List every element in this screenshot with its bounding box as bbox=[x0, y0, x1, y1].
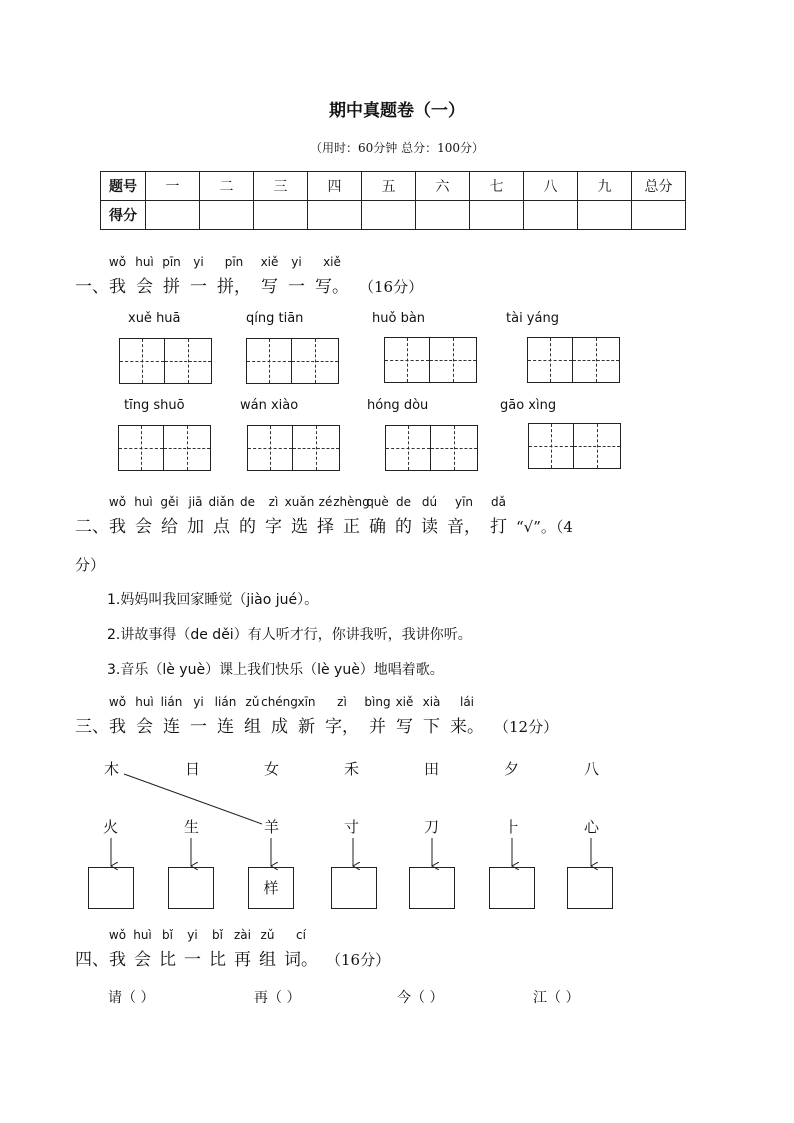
ruby-hanzi: 并 bbox=[369, 717, 386, 737]
pinyin-annotation: xiě bbox=[260, 255, 279, 269]
ruby-hanzi: 字， bbox=[325, 717, 359, 737]
ruby-hanzi: 的 bbox=[395, 517, 412, 537]
top-char-6[interactable]: 夕 bbox=[504, 760, 520, 778]
answer-box-7[interactable] bbox=[567, 867, 613, 909]
bottom-char-2[interactable]: 生 bbox=[184, 818, 200, 836]
pinyin-word-7: hóng dòu bbox=[367, 398, 429, 413]
ruby-char bbox=[108, 928, 127, 970]
pinyin-annotation: huì bbox=[133, 928, 152, 942]
score-col-8: 八 bbox=[524, 172, 578, 201]
pinyin-annotation: bǐ bbox=[162, 928, 173, 942]
pinyin-word-1: xuě huā bbox=[128, 311, 181, 326]
ruby-hanzi: 一 bbox=[190, 277, 207, 297]
score-col-1: 一 bbox=[146, 172, 200, 201]
ruby-hanzi: 字 bbox=[265, 517, 282, 537]
ruby-hanzi: 拼， bbox=[217, 277, 251, 297]
word-blank-4[interactable]: 江（ ） bbox=[533, 990, 580, 1006]
pinyin-annotation: pīn bbox=[162, 255, 181, 269]
section2-score: “√”。（4 bbox=[516, 518, 573, 536]
answer-box-1[interactable] bbox=[88, 867, 134, 909]
ruby-char bbox=[159, 928, 176, 970]
ruby-hanzi: 新 bbox=[298, 717, 315, 737]
top-char-4[interactable]: 禾 bbox=[344, 760, 360, 778]
section4-ruby bbox=[108, 928, 326, 970]
pinyin-word-6: wán xiào bbox=[240, 398, 299, 413]
pinyin-annotation: yi bbox=[187, 928, 198, 942]
section1-number: 一、 bbox=[75, 277, 109, 297]
pinyin-annotation: jiā bbox=[188, 495, 203, 509]
pinyin-annotation: de bbox=[396, 495, 411, 509]
ruby-hanzi: 音， bbox=[447, 517, 481, 537]
ruby-hanzi: 来。 bbox=[450, 717, 484, 737]
pinyin-word-4: tài yáng bbox=[506, 311, 559, 326]
ruby-hanzi: 择 bbox=[317, 517, 334, 537]
top-char-7[interactable]: 八 bbox=[584, 760, 600, 778]
ruby-hanzi: 拼 bbox=[163, 277, 180, 297]
pinyin-annotation: huì bbox=[135, 255, 154, 269]
ruby-hanzi: 我 bbox=[109, 517, 126, 537]
answer-box-3[interactable]: 样 bbox=[248, 867, 294, 909]
ruby-hanzi: 一 bbox=[184, 950, 201, 970]
ruby-hanzi: 会 bbox=[136, 717, 153, 737]
question-item-2: 2.讲故事得（de děi）有人听才行，你讲我听，我讲你听。 bbox=[107, 627, 472, 643]
pinyin-annotation: yīn bbox=[454, 495, 474, 509]
pinyin-annotation: huì bbox=[135, 695, 154, 709]
pinyin-annotation: zhèng bbox=[333, 495, 370, 509]
ruby-char bbox=[234, 928, 251, 970]
ruby-hanzi: 词。 bbox=[284, 950, 318, 970]
page-subtitle: （用时：60分钟 总分：100分） bbox=[310, 141, 484, 155]
ruby-char bbox=[284, 928, 318, 970]
pinyin-annotation: dú bbox=[421, 495, 438, 509]
ruby-hanzi: 组 bbox=[244, 717, 261, 737]
pinyin-annotation: de bbox=[240, 495, 255, 509]
pinyin-annotation: chéng bbox=[261, 695, 298, 709]
section4-number: 四、 bbox=[75, 950, 109, 970]
pinyin-annotation: lián bbox=[160, 695, 183, 709]
bottom-char-4[interactable]: 寸 bbox=[344, 818, 360, 836]
score-col-2: 二 bbox=[200, 172, 254, 201]
ruby-hanzi: 比 bbox=[209, 950, 226, 970]
ruby-hanzi: 再 bbox=[234, 950, 251, 970]
ruby-char bbox=[259, 928, 276, 970]
ruby-hanzi: 成 bbox=[271, 717, 288, 737]
score-col-4: 四 bbox=[308, 172, 362, 201]
pinyin-word-2: qíng tiān bbox=[246, 311, 304, 326]
bottom-char-5[interactable]: 刀 bbox=[424, 818, 440, 836]
pinyin-annotation: dǎ bbox=[491, 495, 506, 509]
top-char-2[interactable]: 日 bbox=[185, 760, 201, 778]
score-table-row-label: 得分 bbox=[101, 201, 146, 230]
pinyin-word-5: tīng shuō bbox=[124, 398, 185, 413]
answer-box-4[interactable] bbox=[331, 867, 377, 909]
ruby-hanzi: 一 bbox=[190, 717, 207, 737]
pinyin-annotation: zì bbox=[268, 495, 279, 509]
pinyin-annotation: lián bbox=[214, 695, 237, 709]
answer-box-6[interactable] bbox=[489, 867, 535, 909]
ruby-hanzi: 的 bbox=[239, 517, 256, 537]
ruby-hanzi: 给 bbox=[161, 517, 178, 537]
ruby-hanzi: 打 bbox=[490, 517, 507, 537]
question-item-3: 3.音乐（lè yuè）课上我们快乐（lè yuè）地唱着歌。 bbox=[107, 662, 444, 678]
top-char-3[interactable]: 女 bbox=[264, 760, 280, 778]
ruby-hanzi: 会 bbox=[136, 277, 153, 297]
ruby-char bbox=[184, 928, 201, 970]
ruby-hanzi: 连 bbox=[217, 717, 234, 737]
ruby-hanzi: 我 bbox=[109, 277, 126, 297]
ruby-hanzi: 加 bbox=[187, 517, 204, 537]
bottom-char-3[interactable]: 羊 bbox=[264, 818, 280, 836]
pinyin-annotation: xuǎn bbox=[284, 495, 315, 509]
ruby-hanzi: 连 bbox=[163, 717, 180, 737]
score-col-7: 七 bbox=[470, 172, 524, 201]
section3-number: 三、 bbox=[75, 717, 109, 737]
bottom-char-1[interactable]: 火 bbox=[103, 818, 119, 836]
pinyin-annotation: què bbox=[366, 495, 389, 509]
question-item-1: 1.妈妈叫我回家睡觉（jiào jué）。 bbox=[107, 592, 319, 608]
bottom-char-7[interactable]: 心 bbox=[584, 818, 600, 836]
section4-heading bbox=[75, 928, 391, 970]
ruby-hanzi: 比 bbox=[159, 950, 176, 970]
word-blank-3[interactable]: 今（ ） bbox=[397, 990, 444, 1006]
ruby-hanzi: 会 bbox=[134, 950, 151, 970]
word-blank-2[interactable]: 再（ ） bbox=[254, 990, 301, 1006]
pinyin-annotation: gěi bbox=[160, 495, 179, 509]
page-title: 期中真题卷（一） bbox=[329, 101, 465, 121]
answer-box-5[interactable] bbox=[409, 867, 455, 909]
top-char-5[interactable]: 田 bbox=[424, 760, 440, 778]
pinyin-annotation: wǒ bbox=[108, 695, 127, 709]
pinyin-annotation: xiě bbox=[323, 255, 341, 269]
score-col-6: 六 bbox=[416, 172, 470, 201]
ruby-hanzi: 写 bbox=[261, 277, 278, 297]
section1-score: （16分） bbox=[359, 278, 424, 296]
ruby-hanzi: 写 bbox=[396, 717, 413, 737]
pinyin-annotation: yi bbox=[291, 255, 302, 269]
pinyin-annotation: huì bbox=[134, 495, 153, 509]
pinyin-annotation: bǐ bbox=[212, 928, 223, 942]
ruby-hanzi: 我 bbox=[109, 717, 126, 737]
pinyin-annotation: cí bbox=[296, 928, 306, 942]
ruby-hanzi: 选 bbox=[291, 517, 308, 537]
pinyin-word-3: huǒ bàn bbox=[372, 311, 426, 326]
top-char-1[interactable]: 木 bbox=[104, 760, 120, 778]
pinyin-word-8: gāo xìng bbox=[500, 398, 557, 413]
section2-score-cont: 分） bbox=[75, 556, 106, 574]
pinyin-annotation: lái bbox=[459, 695, 475, 709]
ruby-char bbox=[133, 928, 152, 970]
ruby-hanzi: 正 bbox=[343, 517, 360, 537]
pinyin-annotation: xiě bbox=[395, 695, 414, 709]
pinyin-annotation: zài bbox=[234, 928, 251, 942]
pinyin-annotation: diǎn bbox=[208, 495, 235, 509]
pinyin-annotation: yi bbox=[193, 255, 204, 269]
ruby-hanzi: 一 bbox=[288, 277, 305, 297]
answer-box-2[interactable] bbox=[168, 867, 214, 909]
pinyin-annotation: bìng bbox=[364, 695, 391, 709]
score-table-row-label: 题号 bbox=[101, 172, 146, 201]
score-col-total: 总分 bbox=[632, 172, 686, 201]
ruby-hanzi: 我 bbox=[109, 950, 126, 970]
pinyin-annotation: zé bbox=[318, 495, 333, 509]
pinyin-annotation: wǒ bbox=[108, 495, 127, 509]
section3-score: （12分） bbox=[494, 718, 559, 736]
bottom-char-6[interactable]: ⺊ bbox=[505, 818, 521, 836]
pinyin-annotation: pīn bbox=[224, 255, 244, 269]
pinyin-annotation: wǒ bbox=[108, 255, 127, 269]
pinyin-annotation: xīn bbox=[297, 695, 316, 709]
score-col-9: 九 bbox=[578, 172, 632, 201]
ruby-hanzi: 确 bbox=[369, 517, 386, 537]
pinyin-annotation: zì bbox=[337, 695, 347, 709]
pinyin-annotation: zǔ bbox=[260, 928, 275, 942]
ruby-hanzi: 下 bbox=[423, 717, 440, 737]
ruby-hanzi: 会 bbox=[135, 517, 152, 537]
section4-score: （16分） bbox=[326, 951, 391, 969]
pinyin-annotation: wǒ bbox=[108, 928, 127, 942]
ruby-char bbox=[209, 928, 226, 970]
ruby-hanzi: 点 bbox=[213, 517, 230, 537]
pinyin-annotation: yi bbox=[193, 695, 204, 709]
pinyin-annotation: zǔ bbox=[245, 695, 260, 709]
ruby-hanzi: 组 bbox=[259, 950, 276, 970]
pinyin-annotation: xià bbox=[422, 695, 441, 709]
score-col-3: 三 bbox=[254, 172, 308, 201]
score-col-5: 五 bbox=[362, 172, 416, 201]
ruby-hanzi: 写。 bbox=[315, 277, 349, 297]
word-blank-1[interactable]: 请（ ） bbox=[108, 990, 155, 1006]
section2-number: 二、 bbox=[75, 517, 109, 537]
ruby-hanzi: 读 bbox=[421, 517, 438, 537]
